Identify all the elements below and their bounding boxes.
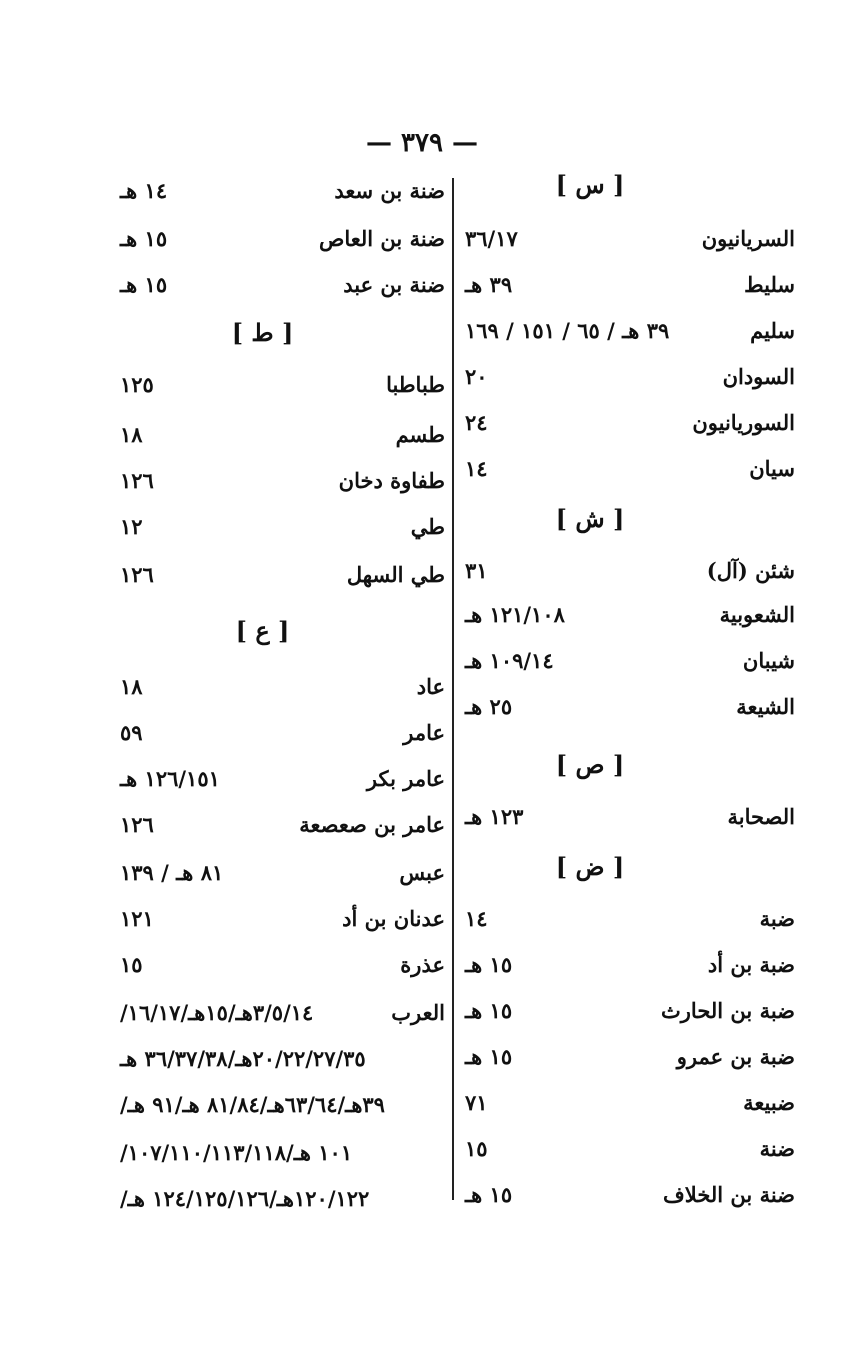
entry-pages: ١٢٣ هـ — [465, 803, 524, 829]
entry-pages: ٣٩ هـ / ٦٥ / ١٥١ / ١٦٩ — [465, 317, 670, 343]
section-header-ta: [ ط ] — [231, 318, 294, 347]
index-entry — [465, 448, 795, 488]
entry-name: ضنة بن عبد — [343, 271, 445, 297]
entry-pages: ٢٠ — [465, 363, 488, 389]
entry-pages: ١٥ هـ — [465, 951, 513, 977]
entry-name: عامر — [403, 719, 445, 745]
entry-pages: ١٥ هـ — [465, 997, 513, 1023]
entry-name: طفاوة دخان — [338, 467, 445, 493]
index-entry — [120, 460, 445, 500]
entry-pages: ١٢٥ — [120, 371, 154, 397]
index-entry — [120, 804, 445, 844]
index-entry — [465, 264, 795, 304]
index-entry — [120, 758, 445, 798]
index-entry — [465, 594, 795, 634]
index-entry — [465, 1174, 795, 1214]
index-entry — [465, 990, 795, 1030]
entry-name: الشيعة — [736, 693, 795, 719]
entry-name: السوريانيون — [692, 409, 795, 435]
index-entry — [120, 554, 445, 594]
entry-pages: ١٢٦/١٥١ هـ — [120, 765, 220, 791]
index-entry — [120, 852, 445, 892]
index-entry — [120, 264, 445, 304]
entry-name: شيبان — [742, 647, 795, 673]
entry-pages: ١٨ — [120, 421, 143, 447]
entry-name: السريانيون — [701, 225, 795, 251]
entry-pages: ٣٩ هـ — [465, 271, 513, 297]
entry-pages: ١٢١ — [120, 905, 154, 931]
index-entry — [465, 218, 795, 258]
entry-pages: ١٨ — [120, 673, 143, 699]
index-entry — [465, 550, 795, 590]
entry-name: عاد — [416, 673, 445, 699]
entry-name: ضنة بن العاص — [318, 225, 445, 251]
index-entry — [120, 712, 445, 752]
section-header-sad: [ ص ] — [555, 750, 625, 779]
entry-pages: ٧١ — [465, 1089, 488, 1115]
entry-pages: ١٤ — [465, 455, 488, 481]
entry-pages-continuation: ١٢٠/١٢٢هـ/١٢٤/١٢٥/١٢٦ هـ/ — [120, 1186, 370, 1211]
entry-name: ضنة بن الخلاف — [663, 1181, 795, 1207]
entry-name: عبس — [399, 859, 445, 885]
entry-name: سليط — [744, 271, 795, 297]
entry-pages-continuation: ٣٩هـ/٦٣/٦٤هـ/٨١/٨٤ هـ/٩١ هـ/ — [120, 1092, 385, 1117]
index-entry — [120, 414, 445, 454]
index-entry — [465, 1128, 795, 1168]
entry-name: شئن (آل) — [706, 557, 795, 583]
entry-pages-continuation: ٢٠/٢٢/٢٧/٣٥هـ/٣٦/٣٧/٣٨ هـ — [120, 1046, 366, 1071]
index-entry — [465, 796, 795, 836]
entry-name: سليم — [750, 317, 795, 343]
entry-pages: ١٥ هـ — [120, 225, 168, 251]
entry-name: ضبة — [759, 905, 795, 931]
entry-pages: ١٢٦ — [120, 811, 154, 837]
entry-pages: ١٢١/١٠٨ هـ — [465, 601, 565, 627]
section-header-shin: [ ش ] — [555, 504, 625, 533]
entry-pages: ٣١ — [465, 557, 488, 583]
entry-pages: ٢٥ هـ — [465, 693, 513, 719]
entry-pages: ١٥ هـ — [465, 1043, 513, 1069]
section-header-ain: [ ع ] — [235, 616, 290, 645]
index-entry — [465, 640, 795, 680]
entry-pages: ١٥ هـ — [120, 271, 168, 297]
entry-pages-continuation: ١٠١ هـ/١٠٧/١١٠/١١٣/١١٨/ — [120, 1140, 353, 1165]
entry-pages: ١٠٩/١٤ هـ — [465, 647, 554, 673]
entry-name: سيان — [749, 455, 795, 481]
index-entry — [120, 992, 445, 1032]
entry-pages: ١٤ هـ — [120, 177, 168, 203]
index-entry — [465, 356, 795, 396]
entry-pages: ٢٤ — [465, 409, 488, 435]
index-entry — [465, 310, 795, 350]
index-entry — [465, 944, 795, 984]
entry-pages: ١٢٦ — [120, 561, 154, 587]
column-divider — [452, 178, 454, 1200]
entry-name: ضبيعة — [743, 1089, 795, 1115]
entry-name: ضنة — [759, 1135, 795, 1161]
index-entry — [120, 898, 445, 938]
entry-name: الصحابة — [727, 803, 795, 829]
entry-name: ضنة بن سعد — [334, 177, 445, 203]
entry-name: عامر بكر — [366, 765, 445, 791]
index-entry — [120, 170, 445, 210]
entry-name: طباطبا — [386, 371, 445, 397]
entry-name: عامر بن صعصعة — [299, 811, 445, 837]
entry-name: طي — [410, 513, 445, 539]
index-entry — [120, 506, 445, 546]
entry-name: ضبة بن الحارث — [661, 997, 795, 1023]
index-entry — [120, 944, 445, 984]
section-header-dad: [ ض ] — [555, 852, 625, 881]
entry-pages: ٨١ هـ / ١٣٩ — [120, 859, 224, 885]
index-entry — [465, 686, 795, 726]
entry-pages: ١٤ — [465, 905, 488, 931]
index-entry — [120, 666, 445, 706]
entry-name: ضبة بن عمرو — [676, 1043, 795, 1069]
entry-name: السودان — [722, 363, 795, 389]
entry-name: طي السهل — [346, 561, 445, 587]
entry-pages: ١٢ — [120, 513, 143, 539]
entry-pages: ١٥ — [120, 951, 143, 977]
entry-name: عذرة — [400, 951, 445, 977]
entry-name: عدنان بن أد — [342, 905, 445, 931]
entry-pages: ١٢٦ — [120, 467, 154, 493]
index-entry — [465, 1036, 795, 1076]
entry-pages: ٣/٥/١٤هـ/١٥هـ/١٦/١٧/ — [120, 999, 314, 1025]
entry-name: العرب — [391, 999, 445, 1025]
entry-name: ضبة بن أد — [707, 951, 795, 977]
index-entry — [120, 364, 445, 404]
entry-pages: ١٥ — [465, 1135, 488, 1161]
entry-pages: ٥٩ — [120, 719, 143, 745]
section-header-sin: [ س ] — [555, 170, 625, 199]
index-entry — [465, 898, 795, 938]
index-entry — [120, 218, 445, 258]
entry-name: الشعوبية — [719, 601, 795, 627]
entry-pages: ١٥ هـ — [465, 1181, 513, 1207]
page-number: — ٣٧٩ — — [365, 128, 479, 158]
index-entry — [465, 1082, 795, 1122]
entry-pages: ٣٦/١٧ — [465, 225, 518, 251]
index-entry — [465, 402, 795, 442]
entry-name: طسم — [395, 421, 445, 447]
